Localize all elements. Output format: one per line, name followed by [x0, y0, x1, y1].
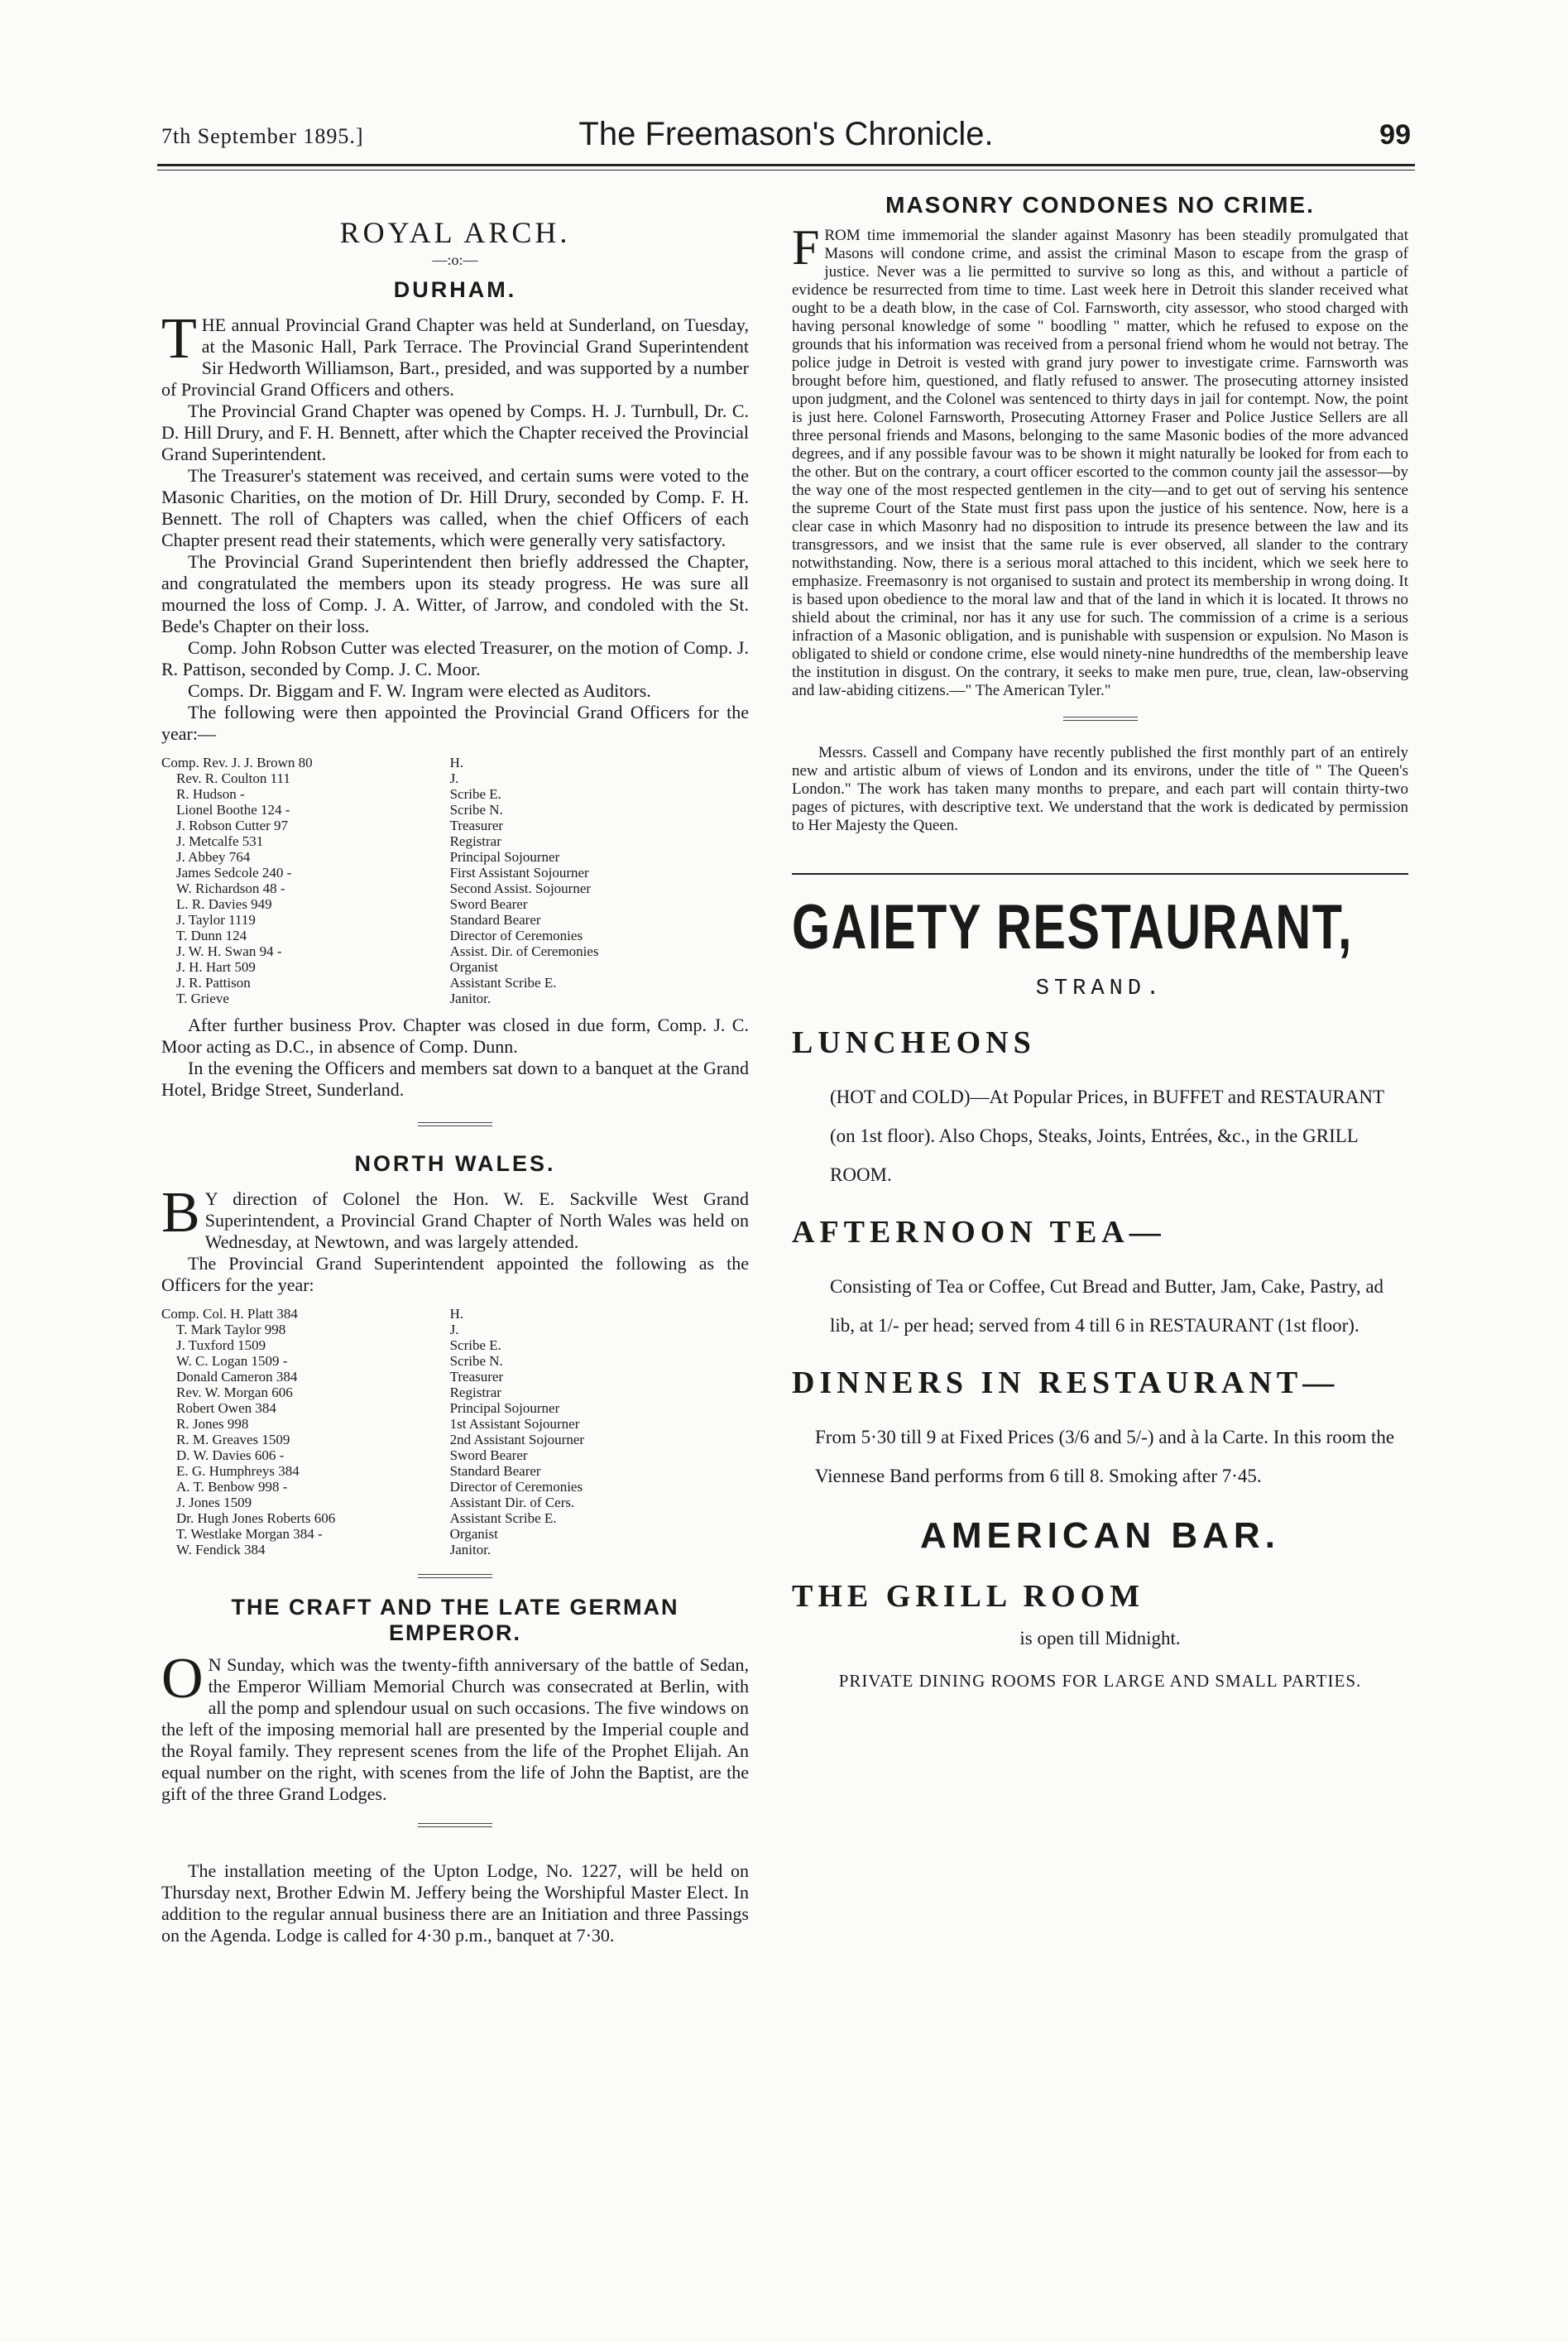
officer-row: L. R. Davies 949 Sword Bearer: [176, 896, 528, 912]
officer-row: W. Richardson 48 - Second Assist. Sojourner: [176, 881, 592, 896]
officer-row: J. Metcalfe 531 Registrar: [176, 833, 501, 849]
officer-row: James Sedcole 240 - First Assistant Sojourner: [176, 865, 589, 881]
drop-cap: O: [161, 1647, 204, 1711]
durham-paragraph: In the evening the Officers and members sat down to a banquet at the Grand Hotel, Bridge Street, Sunderland.: [161, 1058, 749, 1100]
officer-row: W. Fendick 384 Janitor.: [176, 1542, 491, 1557]
upton-lodge-notice: The installation meeting of the Upton Lodge, No. 1227, will be held on Thursday next, Brother Edwin M. Jeffery being the Worshipful Master Elect. In addition to the regular annual business there are an Initiation and three Passings on the Agenda. Lodge is called for 4·30 p.m., banquet at 7·30.: [161, 1860, 749, 1946]
durham-paragraph: The Provincial Grand Superintendent then briefly addressed the Chapter, and congratulated the members upon its steady progress. He was sure all mourned the loss of Comp. J. A. Witter, of Jarrow, and condoled with the St. Bede's Chapter on their loss.: [161, 551, 749, 636]
grill-room-heading: THE GRILL ROOM: [792, 1579, 1145, 1614]
officer-row: J. Taylor 1119 Standard Bearer: [176, 912, 541, 928]
afternoon-tea-text: Consisting of Tea or Coffee, Cut Bread and Butter, Jam, Cake, Pastry, ad lib, at 1/- per head; served from 4 till 6 in RESTAURANT (1st floor).: [830, 1276, 1384, 1336]
section-divider: [1063, 717, 1138, 721]
durham-paragraph: THE annual Provincial Grand Chapter was held at Sunderland, on Tuesday, at the Masonic Hall, Park Terrace. The Provincial Grand Superintendent Sir Hedworth Williamson, Bart., presided, and was supported by a number of Provincial Grand Officers and others.: [161, 307, 749, 400]
wales-paragraph: B Y direction of Colonel the Hon. W. E. Sackville West Grand Superintendent, a Provincial Grand Chapter of North Wales was held on Wednesday, at Newtown, and was largely attended.: [161, 1181, 749, 1252]
separator: —:o:—: [432, 252, 478, 268]
officer-row: Comp. Col. H. Platt 384 H.: [161, 1306, 464, 1322]
cassell-note: Messrs. Cassell and Company have recently published the first monthly part of an entirely new and artistic album of views of London and its environs, under the title of " The Queen's London." The work has taken many months to prepare, and each part will contain thirty-two pages of pictures, with descriptive text. We understand that the work is dedicated by permission to Her Majesty the Queen.: [792, 744, 1408, 834]
durham-paragraph: The following were then appointed the Provincial Grand Officers for the year:—: [161, 702, 749, 744]
officer-row: Lionel Boothe 124 - Scribe N.: [176, 802, 503, 818]
officer-row: R. M. Greaves 1509 2nd Assistant Sojourner: [176, 1432, 585, 1447]
american-bar: AMERICAN BAR.: [920, 1515, 1280, 1556]
dinners-heading: DINNERS IN RESTAURANT—: [792, 1365, 1340, 1400]
gaiety-advertisement: [792, 891, 1408, 1692]
officer-row: J. H. Hart 509 Organist: [176, 959, 498, 975]
advert-location: STRAND.: [1035, 977, 1165, 1001]
officer-row: J. W. H. Swan 94 - Assist. Dir. of Ceremonies: [176, 943, 599, 959]
officer-row: W. C. Logan 1509 - Scribe N.: [176, 1353, 503, 1369]
officer-row: R. Hudson - Scribe E.: [176, 786, 501, 802]
dinners-text: From 5·30 till 9 at Fixed Prices (3/6 and 5/-) and à la Carte. In this room the Viennese Band performs from 6 till 8. Smoking after 7·45.: [815, 1427, 1395, 1486]
craft-title: THE CRAFT AND THE LATE GERMAN EMPEROR.: [231, 1595, 679, 1645]
durham-title: DURHAM.: [393, 277, 517, 302]
officer-row: J. Abbey 764 Principal Sojourner: [176, 849, 560, 865]
officer-row: T. Westlake Morgan 384 - Organist: [176, 1526, 498, 1542]
drop-cap: B: [161, 1181, 200, 1245]
advert-rule: [792, 873, 1408, 875]
advert-title: GAIETY RESTAURANT,: [792, 892, 1354, 962]
section-divider: [418, 1122, 492, 1126]
officer-row: R. Jones 998 1st Assistant Sojourner: [176, 1416, 580, 1432]
royal-arch-title: ROYAL ARCH.: [339, 216, 571, 249]
officer-row: Rev. W. Morgan 606 Registrar: [176, 1385, 501, 1400]
officer-row: J. R. Pattison Assistant Scribe E.: [176, 975, 557, 991]
officer-row: E. G. Humphreys 384 Standard Bearer: [176, 1463, 541, 1479]
drop-cap: F: [792, 220, 820, 275]
officer-row: A. T. Benbow 998 - Director of Ceremonies: [176, 1479, 583, 1495]
durham-paragraph: Comp. John Robson Cutter was elected Treasurer, on the motion of Comp. J. R. Pattison, seconded by Comp. J. C. Moor.: [161, 637, 749, 679]
drop-cap: T: [161, 307, 197, 371]
officer-row: J. Jones 1509 Assistant Dir. of Cers.: [176, 1495, 575, 1510]
durham-paragraph: After further business Prov. Chapter was closed in due form, Comp. J. C. Moor acting as D.C., in absence of Comp. Dunn.: [161, 1015, 749, 1057]
section-divider: [418, 1823, 492, 1827]
wales-officers-table: [161, 1306, 707, 1557]
officer-row: D. W. Davies 606 - Sword Bearer: [176, 1447, 528, 1463]
page-number: 99: [1379, 119, 1411, 151]
officer-row: T. Grieve Janitor.: [176, 991, 491, 1006]
grill-room-text: is open till Midnight.: [1019, 1628, 1181, 1649]
issue-date: 7th September 1895.]: [161, 124, 364, 148]
durham-officers-table: [161, 755, 707, 1006]
officer-row: J. Tuxford 1509 Scribe E.: [176, 1337, 501, 1353]
private-dining-note: PRIVATE DINING ROOMS FOR LARGE AND SMALL PARTIES.: [838, 1671, 1362, 1691]
north-wales-title: NORTH WALES.: [354, 1151, 556, 1176]
luncheons-heading: LUNCHEONS: [792, 1025, 1036, 1060]
officer-row: Dr. Hugh Jones Roberts 606 Assistant Scribe E.: [176, 1510, 557, 1526]
officer-row: T. Mark Taylor 998 J.: [176, 1322, 459, 1337]
page-header: [161, 116, 1411, 157]
officer-row: Comp. Rev. J. J. Brown 80 H.: [161, 755, 464, 770]
afternoon-tea-heading: AFTERNOON TEA—: [792, 1215, 1166, 1250]
masonry-article: FROM time immemorial the slander against Masonry has been steadily promulgated that Masons will condone crime, and assist the criminal Mason to escape from the grasp of justice. Never was a lie permitted to survive so long as this, and without a particle of evidence be resurrected from time to time. Last week here in Detroit this slander received what ought to be a death blow, in the case of Col. Farnsworth, city assessor, who stood charged with having personal knowledge of some " boodling " matter, which he refused to expose on the grounds that his information was received from a personal friend whom he would not betray. The police judge in Detroit is vested with grand jury power to investigate crime. Farnsworth was brought before him, questioned, and flatly refused to answer. The prosecuting attorney insisted upon judgment, and the Colonel was sentenced to thirty days in jail for contempt. Now, the point is just here. Colonel Farnsworth, Prosecuting Attorney Fraser and Police Justice Sellers are all three personal friends and Masons, belonging to the same Masonic bodies of the more advanced degrees, and if any possible favour was to be shown it might naturally be looked for from each to the other. But on the contrary, a court officer escorted to the common county jail the assessor—by the way one of the most respected gentlemen in the city—and to get out of serving his sentence the supreme Court of the State must first pass upon the justice of his sentence. Now, here is a clear case in which Masonry had no disposition to intrude its presence between the law and its transgressors, and we insist that the same rule is ever observed, all slander to the contrary notwithstanding. Now, there is a serious moral attached to this incident, which we seek here to emphasize. Freemasonry is not organised to sustain and protect its membership in wrong doing. It is based upon obedience to the moral law and that of the land in which it is located. It throws no shield about the criminal, nor has it any use for such. The commission of a crime is a serious infraction of a Masonic obligation, and is punishable with suspension or expulsion. No Mason is obligated to shield or condone crime, else would ninety-nine hundredths of the membership leave the institution in disgust. On the contrary, it seeks to make men pure, true, clean, law-observing and law-abiding citizens.—" The American Tyler.": [792, 220, 1408, 699]
publication-title: The Freemason's Chronicle.: [578, 116, 994, 152]
masonry-title: MASONRY CONDONES NO CRIME.: [885, 192, 1315, 218]
craft-paragraph: O N Sunday, which was the twenty-fifth anniversary of the battle of Sedan, the Emperor William Memorial Church was consecrated at Berlin, with all the pomp and splendour usual on such occasions. The five windows on the left of the imposing memorial hall are presented by the Imperial couple and the Royal family. They represent scenes from the life of the Prophet Elijah. An equal number on the right, with scenes from the life of John the Baptist, are the gift of the three Grand Lodges.: [161, 1647, 749, 1804]
durham-paragraph: Comps. Dr. Biggam and F. W. Ingram were elected as Auditors.: [188, 680, 651, 701]
officer-row: Rev. R. Coulton 111 J.: [176, 770, 459, 786]
durham-paragraph: The Treasurer's statement was received, and certain sums were voted to the Masonic Charities, on the motion of Dr. Hill Drury, seconded by Comp. F. H. Bennett. The roll of Chapters was called, when the chief Officers of each Chapter present read their statements, which were generally very satisfactory.: [161, 465, 749, 550]
wales-paragraph: The Provincial Grand Superintendent appointed the following as the Officers for the year:: [161, 1253, 749, 1295]
officer-row: J. Robson Cutter 97 Treasurer: [176, 818, 504, 833]
officer-row: T. Dunn 124 Director of Ceremonies: [176, 928, 583, 943]
left-column: [161, 192, 749, 1946]
section-divider: [418, 1574, 492, 1578]
luncheons-text: (HOT and COLD)—At Popular Prices, in BUFFET and RESTAURANT (on 1st floor). Also Chops, Steaks, Joints, Entrées, &c., in the GRILL ROOM.: [830, 1087, 1384, 1185]
right-column: [792, 192, 1408, 1692]
officer-row: Donald Cameron 384 Treasurer: [176, 1369, 504, 1385]
header-rule: [157, 164, 1415, 166]
durham-paragraph: The Provincial Grand Chapter was opened by Comps. H. J. Turnbull, Dr. C. D. Hill Drury, and F. H. Bennett, after which the Chapter received the Provincial Grand Superintendent.: [161, 401, 749, 464]
officer-row: Robert Owen 384 Principal Sojourner: [176, 1400, 560, 1416]
